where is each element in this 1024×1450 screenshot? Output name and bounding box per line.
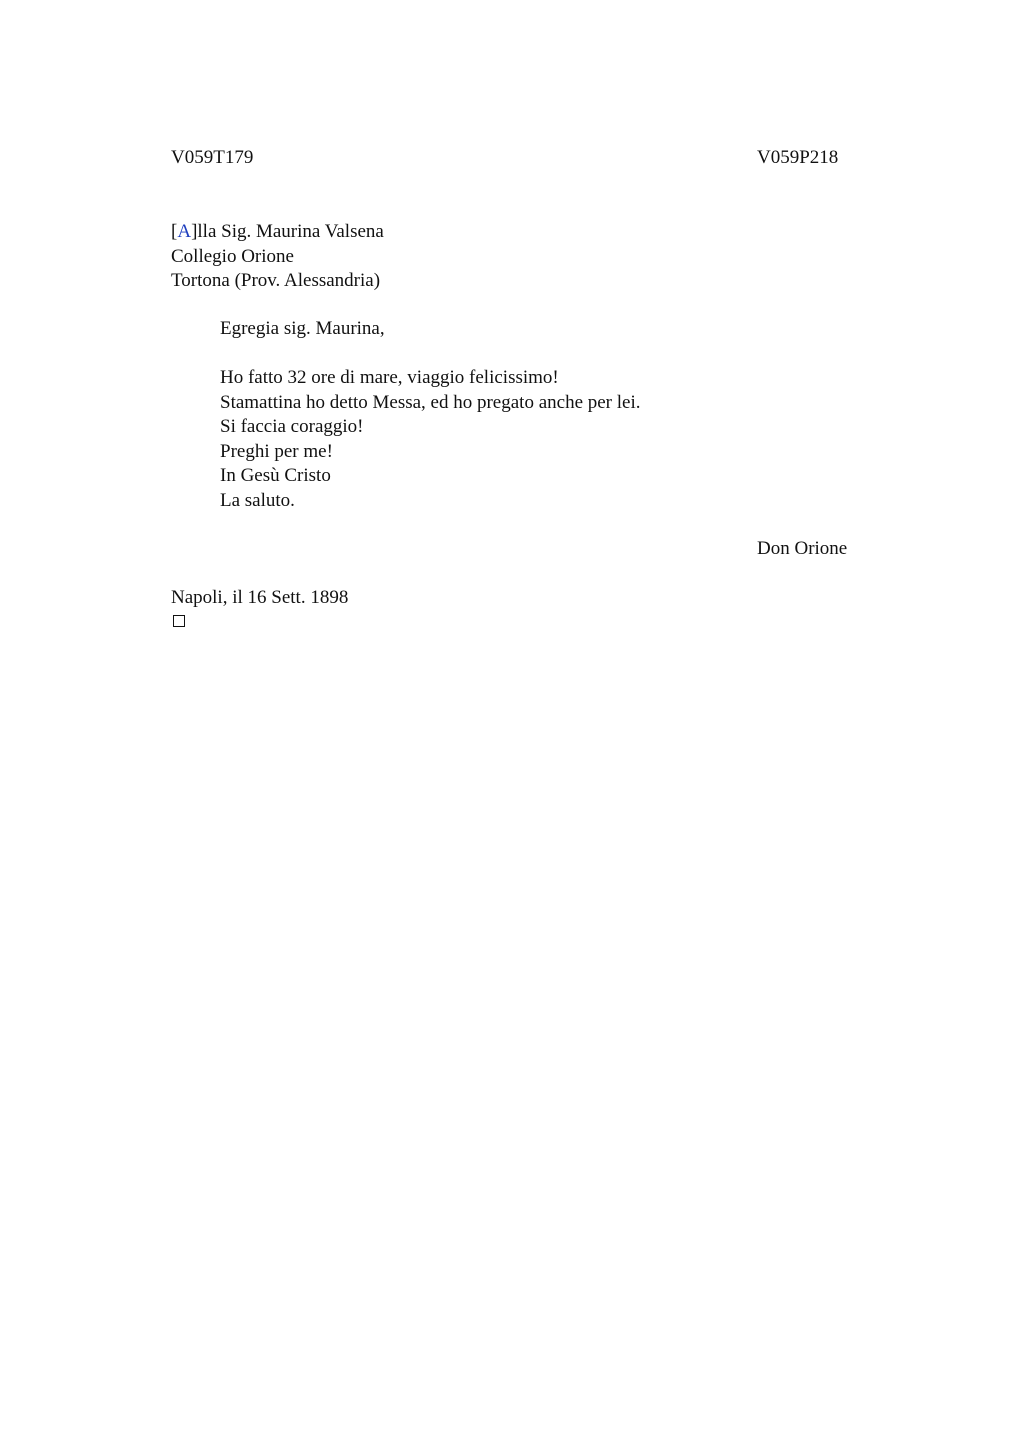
bracket-open: [ — [171, 221, 178, 242]
body-line: Preghi per me! — [220, 440, 333, 462]
address-line-1 — [171, 220, 384, 245]
body-line: La saluto. — [220, 489, 295, 511]
body-line: Stamattina ho detto Messa, ed ho pregato anche per lei. — [220, 391, 641, 413]
document-reference-right: V059P218 — [757, 147, 839, 168]
empty-square-icon — [173, 615, 185, 627]
body-line: Si faccia coraggio! — [220, 416, 364, 437]
body-line: In Gesù Cristo — [220, 465, 331, 486]
editorial-capital-letter: A — [177, 221, 192, 242]
body-line: Ho fatto 32 ore di mare, viaggio felicissimo! — [220, 367, 559, 388]
address-line-1-rest: lla Sig. Maurina Valsena — [197, 221, 384, 242]
signature: Don Orione — [757, 538, 848, 559]
bracket-close: ] — [191, 221, 198, 242]
recipient-address — [171, 220, 384, 294]
address-line-3: Tortona (Prov. Alessandria) — [171, 270, 381, 291]
letter-body — [220, 366, 641, 513]
date-line: Napoli, il 16 Sett. 1898 — [171, 587, 349, 608]
document-reference-left: V059T179 — [171, 147, 254, 168]
address-line-2: Collegio Orione — [171, 245, 294, 267]
salutation: Egregia sig. Maurina, — [220, 318, 385, 339]
